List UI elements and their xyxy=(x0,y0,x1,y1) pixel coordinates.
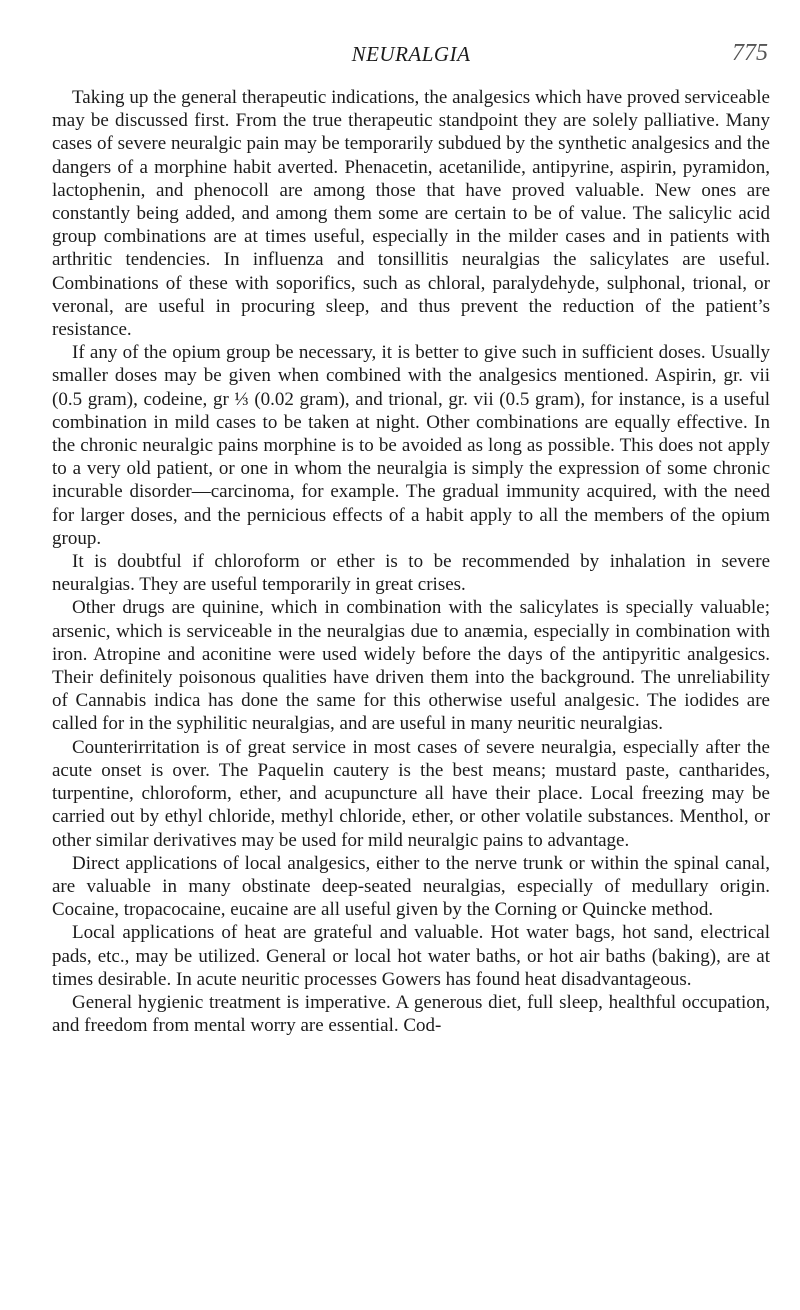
paragraph-opium-group: If any of the opium group be necessary, it is better to give such in sufficient doses. Usually smaller doses may be given when combined with the analgesics mentioned. Aspirin, gr. vii (0.5 gram), codeine, gr ⅓ (0.02 gram), and trional, gr. vii (0.5 gram), for instance, is a useful combination in mild cases to be taken at night. Other combinations are equally effective. In the chronic neuralgic pains morphine is to be avoided as long as possible. This does not apply to a very old patient, or one in whom the neuralgia is simply the expression of some chronic incurable disorder—carcinoma, for example. The gradual immunity acquired, with the need for larger doses, and the pernicious effects of a habit apply to all the members of the opium group. xyxy=(52,342,770,549)
paragraph-local-analgesics: Direct applications of local analgesics, either to the nerve trunk or within the spinal canal, are valuable in many obstinate deep-seated neuralgias, especially of medullary origin. Cocaine, tropacocaine, eucaine are all useful given by the Corning or Quincke method. xyxy=(52,852,770,921)
paragraph-analgesics: Taking up the general therapeutic indications, the analgesics which have proved serviceable may be discussed first. From the true therapeutic standpoint they are solely palliative. Many cases of severe neuralgic pain may be temporarily subdued by the synthetic analgesics and the dangers of a morphine habit averted. Phenacetin, acetanilide, antipyrine, aspirin, pyramidon, lactophenin, and phenocoll are among those that have proved valuable. New ones are constantly being added, and among them some are certain to be of value. The salicylic acid group combinations are at times useful, especially in the milder cases and in patients with arthritic tendencies. In influenza and tonsillitis neuralgias the salicylates are useful. Combinations of these with soporifics, such as chloral, paralydehyde, sulphonal, trional, or veronal, are useful in procuring sleep, and thus prevent the reduction of the patient’s resistance. xyxy=(52,87,770,341)
paragraph-chloroform-ether: It is doubtful if chloroform or ether is to be recommended by inhalation in severe neuralgias. They are useful temporarily in great crises. xyxy=(52,551,770,596)
body-text xyxy=(52,86,770,1037)
paragraph-heat-applications: Local applications of heat are grateful and valuable. Hot water bags, hot sand, electrical pads, etc., may be utilized. General or local hot water baths, or hot air baths (baking), are at times desirable. In acute neuritic processes Gowers has found heat disadvantageous. xyxy=(52,922,770,990)
paragraph-hygienic-treatment: General hygienic treatment is imperative. A generous diet, full sleep, healthful occupation, and freedom from mental worry are essential. Cod- xyxy=(52,991,770,1037)
paragraph-counterirritation: Counterirritation is of great service in most cases of severe neuralgia, especially after the acute onset is over. The Paquelin cautery is the best means; mustard paste, cantharides, turpentine, chloroform, ether, and acupuncture all have their place. Local freezing may be carried out by ethyl chloride, methyl chloride, ether, or other volatile substances. Menthol, or other similar derivatives may be used for mild neuralgic pains to advantage. xyxy=(52,736,770,851)
page-number: 775 xyxy=(732,40,768,66)
running-title: NEURALGIA xyxy=(351,42,471,66)
paragraph-other-drugs: Other drugs are quinine, which in combination with the salicylates is specially valuable; arsenic, which is serviceable in the neuralgias due to anæmia, especially in combination with iron. Atropine and aconitine were used widely before the days of the antipyritic analgesics. Their definitely poisonous qualities have driven them into the background. The unreliability of Cannabis indica has done the same for this otherwise useful analgesic. The iodides are called for in the syphilitic neuralgias, and are useful in many neuritic neuralgias. xyxy=(52,597,770,735)
book-page xyxy=(52,0,770,1310)
running-head xyxy=(52,0,770,86)
